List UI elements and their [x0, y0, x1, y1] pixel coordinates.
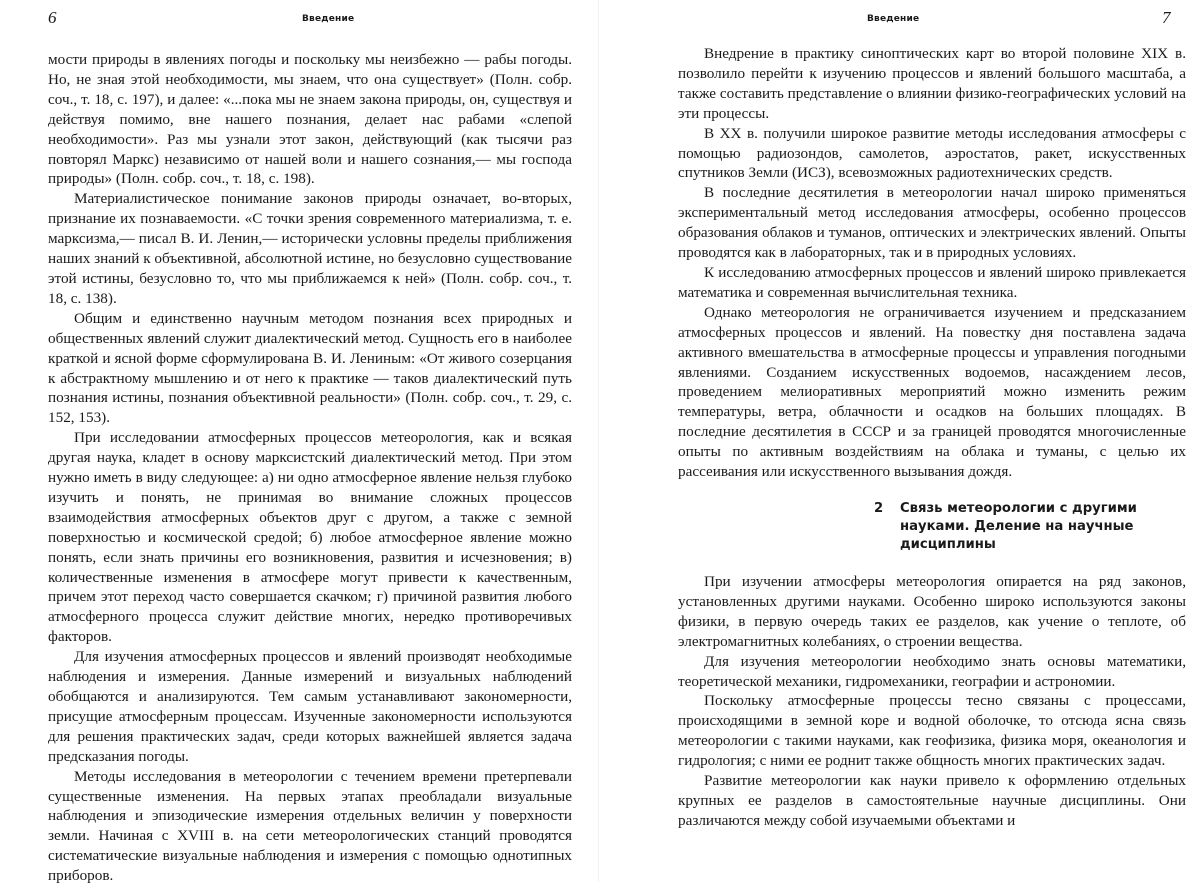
- section-heading: [874, 500, 1170, 554]
- section-number: 2: [874, 501, 884, 516]
- right-page: [600, 0, 1200, 882]
- paragraph: Развитие метеорологии как науки привело к оформлению отдельных крупных ее разделов в самостоятельные научные дисциплины. Они различаются между собой изучаемыми объектами и: [678, 772, 1186, 829]
- left-page: [0, 0, 600, 885]
- paragraph: Для изучения метеорологии необходимо знать основы математики, теоретической механики, гидромеханики, географии и астрономии.: [678, 652, 1186, 690]
- section-title: Связь метеорологии с другими науками. Деление на научные дисциплины: [900, 501, 1137, 552]
- paragraph: Материалистическое понимание законов природы означает, во-вторых, признание их познаваемости. «С точки зрения современного материализма, т. е. марксизма,— писал В. И. Ленин,— исторически условны пределы приближения наших знаний к объективной, абсолютной истине, но безусловно существование этой истины, безусловно то, что мы приближаемся к ней» (Полн. собр. соч., т. 18, с. 138).: [48, 190, 572, 307]
- paragraph: Однако метеорология не ограничивается изучением и предсказанием атмосферных процессов и явлений. На повестку дня поставлена задача активного вмешательства в атмосферные процессы и управления погодными явлениями. Созданием искусственных водоемов, насаждением лесов, проведением мелиоративных мероприятий можно изменить режим температуры, ветра, облачности и осадков на больших площадях. В последние десятилетия в СССР и за границей проводятся многочисленные опыты по активным воздействиям на облака и туманы, с целью их рассеивания или искусственного вызывания дождя.: [678, 303, 1186, 481]
- paragraph: Общим и единственно научным методом познания всех природных и общественных явлений служит диалектический метод. Сущность его в наиболее краткой и ясной форме сформулирована В. И. Лениным: «От живого созерцания к абстрактному мышлению и от него к практике — таков диалектический путь познания истины, познания объективной реальности» (Полн. собр. соч., т. 29, с. 152, 153).: [48, 309, 572, 427]
- paragraph: К исследованию атмосферных процессов и явлений широко привлекается математика и современная вычислительная техника.: [678, 263, 1186, 301]
- right-page-number: 7: [1162, 8, 1171, 27]
- paragraph: Методы исследования в метеорологии с течением времени претерпевали существенные изменения. На первых этапах преобладали визуальные наблюдения и эпизодические измерения отдельных величин у поверхности земли. Начиная с XVIII в. на сети метеорологических станций проводятся систематические визуальные наблюдения и измерения с помощью однотипных приборов.: [48, 767, 572, 885]
- right-text-column-top: [678, 44, 1186, 482]
- paragraph: В последние десятилетия в метеорологии начал широко применяться экспериментальный метод исследования атмосферы, особенно процессов образования облаков и туманов, оптических и электрических явлений. Опыты проводятся как в лабораторных, так и в природных условиях.: [678, 184, 1186, 262]
- left-text-column: [48, 50, 572, 886]
- right-running-head: Введение: [867, 14, 920, 24]
- paragraph: Для изучения атмосферных процессов и явлений производят необходимые наблюдения и измерения. Данные измерений и визуальных наблюдений обобщаются и анализируются. Тем самым устанавливают закономерности, присущие атмосферным процессам. Изученные закономерности используются для решения практических задач, среди которых важнейшей является задача предсказания погоды.: [48, 648, 572, 765]
- paragraph: мости природы в явлениях погоды и поскольку мы неизбежно — рабы погоды. Но, не зная этой необходимости, мы знаем, что она существует» (Полн. собр. соч., т. 18, с. 197), и далее: «...пока мы не знаем закона природы, он, существуя и действуя помимо, вне нашего познания, делает нас рабами «слепой необходимости». Раз мы узнали этот закон, действующий (как тысячи раз повторял Маркс) независимо от нашей воли и нашего сознания,— мы господа природы» (Полн. собр. соч., т. 18, с. 198).: [48, 51, 572, 188]
- left-running-head: Введение: [302, 14, 355, 24]
- right-text-column-bottom: [678, 572, 1186, 831]
- left-page-number: 6: [48, 8, 57, 27]
- paragraph: При изучении атмосферы метеорология опирается на ряд законов, установленных другими науками. Особенно широко используются законы физики, в первую очередь таких ее разделов, как учение о теплоте, об электромагнитных колебаниях, о строении вещества.: [678, 573, 1186, 650]
- paragraph: Внедрение в практику синоптических карт во второй половине XIX в. позволило перейти к изучению процессов и явлений большого масштаба, а также составить представление о влиянии физико-географических условий на эти процессы.: [678, 45, 1186, 122]
- paragraph: В XX в. получили широкое развитие методы исследования атмосферы с помощью радиозондов, самолетов, аэростатов, ракет, искусственных спутников Земли (ИСЗ), всевозможных радиотехнических средств.: [678, 124, 1186, 182]
- paragraph: Поскольку атмосферные процессы тесно связаны с процессами, происходящими в земной коре и водной оболочке, то отсюда ясна связь метеорологии с такими науками, как геофизика, физика моря, океанология и гидрология; с ними ее роднит также общность многих практических задач.: [678, 692, 1186, 770]
- paragraph: При исследовании атмосферных процессов метеорология, как и всякая другая наука, кладет в основу марксистский диалектический метод. При этом нужно иметь в виду следующее: а) ни одно атмосферное явление нельзя глубоко изучить и понять, не принимая во внимание сложных процессов взаимодействия атмосферных объектов друг с другом, а также с земной поверхностью и космической средой; б) любое атмосферное явление можно понять, если знать причины его возникновения, развития и исчезновения; в) количественные изменения в атмосфере могут привести к качественным, причем этот переход часто совершается скачком; г) причиной развития любого атмосферного процесса служит действие многих, нередко противоречивых факторов.: [48, 429, 572, 646]
